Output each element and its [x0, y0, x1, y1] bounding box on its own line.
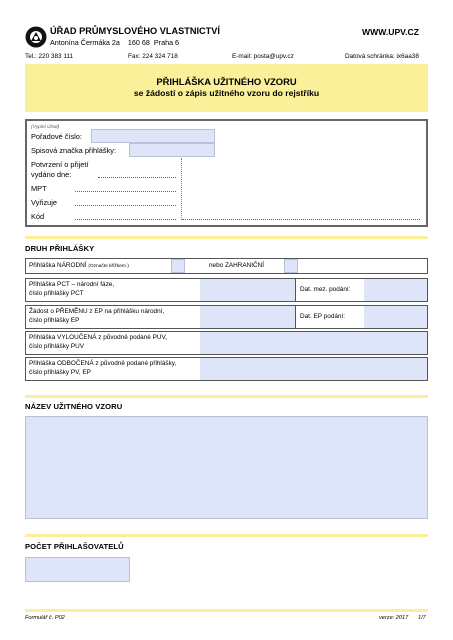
page-number: 1/7	[418, 615, 426, 621]
pct-date-cell-divider	[295, 279, 296, 301]
pct-number-field[interactable]	[200, 279, 295, 301]
file-mark-field[interactable]	[129, 143, 215, 157]
form-version: verze: 2017	[379, 615, 409, 621]
order-number-field[interactable]	[91, 129, 215, 143]
puv-number-field[interactable]	[200, 332, 427, 354]
contact-databox: Datová schránka: ix6aa38	[345, 53, 419, 60]
form-title: PŘIHLÁŠKA UŽITNÉHO VZORU	[156, 76, 297, 87]
pct-label-line2: číslo přihlášky PCT	[29, 290, 84, 297]
receipt-label-line1: Potvrzení o přijetí	[31, 160, 89, 169]
name-section-heading: NÁZEV UŽITNÉHO VZORU	[25, 402, 123, 411]
code-label: Kód	[31, 212, 45, 221]
name-section-bar	[25, 395, 428, 398]
national-label	[29, 262, 129, 271]
ep-label-line2: číslo přihlášky EP	[29, 317, 80, 324]
ep-date-cell-divider	[295, 306, 296, 328]
national-hint: (Označte křížkem.)	[88, 264, 129, 269]
office-logo	[25, 26, 47, 48]
office-logo-icon	[25, 26, 47, 48]
stamp-area-baseline	[182, 210, 420, 220]
footer-bar	[25, 609, 428, 612]
order-number-label: Pořadové číslo:	[31, 132, 82, 141]
branch-label-line1: Přihláška ODBOČENÁ z původně podané přihlášky,	[29, 360, 177, 367]
pct-date-field[interactable]	[364, 279, 427, 301]
ep-label-line1: Žádost o PŘEMĚNU z EP na přihlášku národní,	[29, 308, 165, 315]
puv-label-line1: Přihláška VYLOUČENÁ z původně podané PUV,	[29, 334, 167, 341]
form-subtitle: se žádostí o zápis užitného vzoru do rejstříku	[133, 88, 320, 98]
office-use-caption: (Vyplní Úřad)	[31, 125, 60, 130]
type-section-heading: DRUH PŘIHLÁŠKY	[25, 244, 95, 253]
contact-fax: Fax: 224 324 718	[128, 53, 178, 60]
type-section-bar	[25, 236, 428, 239]
receipt-date-field[interactable]	[98, 168, 176, 178]
title-banner	[25, 64, 428, 112]
mpt-field[interactable]	[75, 182, 176, 192]
foreign-label: nebo ZAHRANIČNÍ	[209, 262, 265, 269]
ep-number-field[interactable]	[200, 306, 295, 328]
website-link[interactable]: WWW.UPV.CZ	[362, 27, 419, 37]
contact-phone: Tel.: 220 383 111	[25, 53, 74, 60]
pct-label-line1: Přihláška PCT – národní fáze,	[29, 281, 115, 288]
code-field[interactable]	[75, 210, 176, 220]
applicants-section-bar	[25, 534, 428, 537]
office-address: Antonína Čermáka 2a 160 68 Praha 6	[50, 38, 180, 47]
puv-label-line2: číslo přihlášky PUV	[29, 343, 85, 350]
branch-label-line2: číslo přihlášky PV, EP	[29, 369, 91, 376]
utility-model-name-field[interactable]	[25, 416, 428, 519]
national-checkbox[interactable]	[171, 259, 185, 273]
mpt-label: MPT	[31, 184, 47, 193]
contact-email: E-mail: posta@upv.cz	[232, 53, 294, 60]
handles-label: Vyřizuje	[31, 198, 58, 207]
branch-number-field[interactable]	[200, 358, 427, 380]
form-number: Formulář č. P02	[25, 615, 65, 621]
handles-field[interactable]	[75, 196, 176, 206]
ep-date-field[interactable]	[364, 306, 427, 328]
receipt-label-line2: vydáno dne:	[31, 170, 72, 179]
national-text: Přihláška NÁRODNÍ	[29, 262, 87, 269]
office-name: ÚŘAD PRŮMYSLOVÉHO VLASTNICTVÍ	[50, 26, 220, 36]
ep-date-label: Dat. EP podání:	[300, 313, 346, 320]
file-mark-label: Spisová značka přihlášky:	[31, 146, 117, 155]
pct-date-label: Dat. mez. podání:	[300, 286, 351, 293]
foreign-checkbox[interactable]	[284, 259, 298, 273]
applicants-count-field[interactable]	[25, 557, 130, 582]
applicants-section-heading: POČET PŘIHLAŠOVATELŮ	[25, 542, 124, 551]
